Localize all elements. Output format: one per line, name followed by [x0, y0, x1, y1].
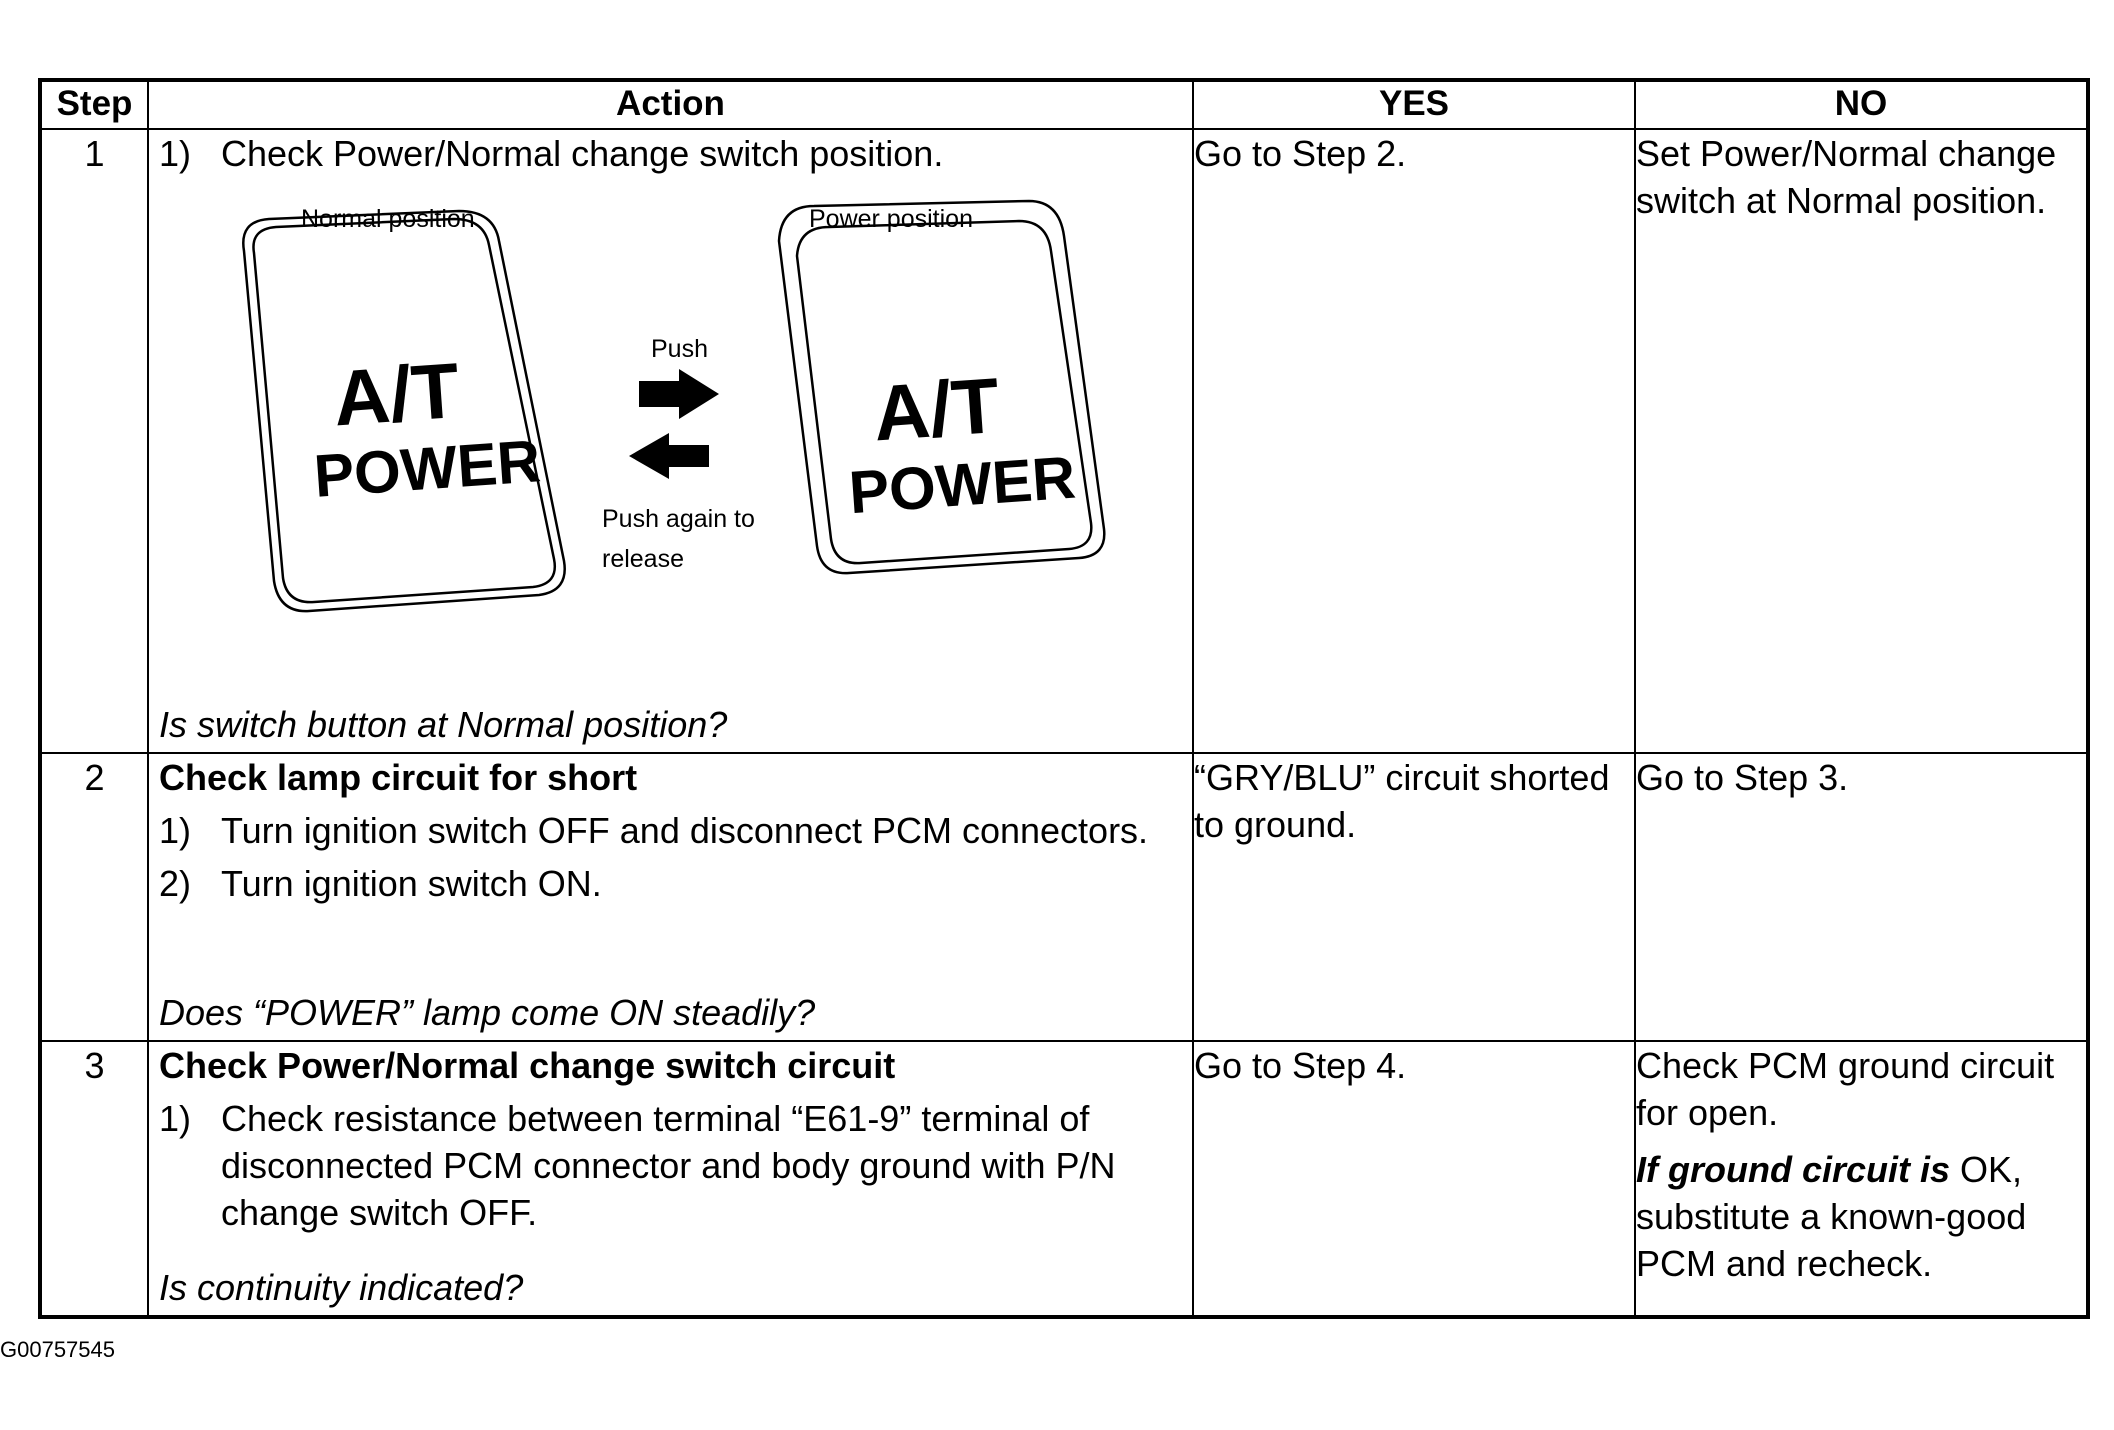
power-button-line2: POWER — [846, 443, 1078, 527]
release-label-line2: release — [602, 545, 684, 573]
item-number: 1) — [159, 810, 192, 851]
no-cell — [1635, 1041, 2088, 1317]
item-text: Check Power/Normal change switch position. — [221, 133, 944, 174]
header-yes: YES — [1193, 80, 1635, 129]
power-position-label: Power position — [809, 205, 973, 233]
action-cell — [148, 129, 1193, 753]
push-label: Push — [651, 335, 708, 363]
step-number: 2 — [40, 753, 148, 1041]
normal-button-line2: POWER — [311, 427, 543, 510]
step-question: Is continuity indicated? — [159, 1267, 524, 1308]
footer-code: G00757545 — [0, 1337, 115, 1362]
table-row — [40, 753, 2088, 1041]
no-text-1: Check PCM ground circuit for open. — [1636, 1045, 2055, 1133]
yes-cell: Go to Step 2. — [1193, 129, 1635, 753]
step-number: 3 — [40, 1041, 148, 1317]
switch-figure — [149, 181, 1129, 681]
item-text: Check resistance between terminal “E61-9” terminal of disconnected PCM connector and body ground with P/N change switch OFF. — [221, 1098, 1116, 1233]
item-number: 1) — [159, 133, 192, 174]
no-text-2 — [1636, 1146, 2086, 1287]
action-item — [159, 860, 1192, 907]
release-label-line1: Push again to — [602, 505, 755, 533]
no-text-2-emphasis: If ground circuit is — [1636, 1149, 1951, 1190]
action-item — [159, 1095, 1192, 1236]
no-cell: Go to Step 3. — [1635, 753, 2088, 1041]
item-text: Turn ignition switch ON. — [221, 863, 602, 904]
step-heading: Check lamp circuit for short — [159, 757, 638, 798]
yes-cell: Go to Step 4. — [1193, 1041, 1635, 1317]
step-question: Is switch button at Normal position? — [159, 704, 728, 745]
item-number: 2) — [159, 863, 192, 904]
item-number: 1) — [159, 1098, 192, 1139]
action-item — [149, 130, 1192, 177]
no-text-2-rest: OK, substitute a known-good PCM and recheck. — [1636, 1149, 2027, 1284]
push-arrow-right-icon — [639, 369, 719, 419]
action-cell — [148, 1041, 1193, 1317]
step-heading: Check Power/Normal change switch circuit — [159, 1045, 896, 1086]
header-no: NO — [1635, 80, 2088, 129]
action-item — [159, 807, 1192, 854]
step-number: 1 — [40, 129, 148, 753]
no-cell: Set Power/Normal change switch at Normal position. — [1635, 129, 2088, 753]
table-row — [40, 1041, 2088, 1317]
header-step: Step — [40, 80, 148, 129]
power-button-line1: A/T — [870, 360, 1003, 458]
header-action: Action — [148, 80, 1193, 129]
yes-cell: “GRY/BLU” circuit shorted to ground. — [1193, 753, 1635, 1041]
header-row — [40, 80, 2088, 129]
switch-illustration — [149, 181, 1129, 681]
action-cell — [148, 753, 1193, 1041]
item-text: Turn ignition switch OFF and disconnect PCM connectors. — [221, 810, 1149, 851]
normal-button-line1: A/T — [330, 345, 463, 443]
diagnostic-table — [38, 78, 2090, 1319]
normal-position-label: Normal position — [301, 205, 475, 233]
step-question: Does “POWER” lamp come ON steadily? — [159, 992, 816, 1033]
release-arrow-left-icon — [629, 433, 709, 479]
table-row — [40, 129, 2088, 753]
